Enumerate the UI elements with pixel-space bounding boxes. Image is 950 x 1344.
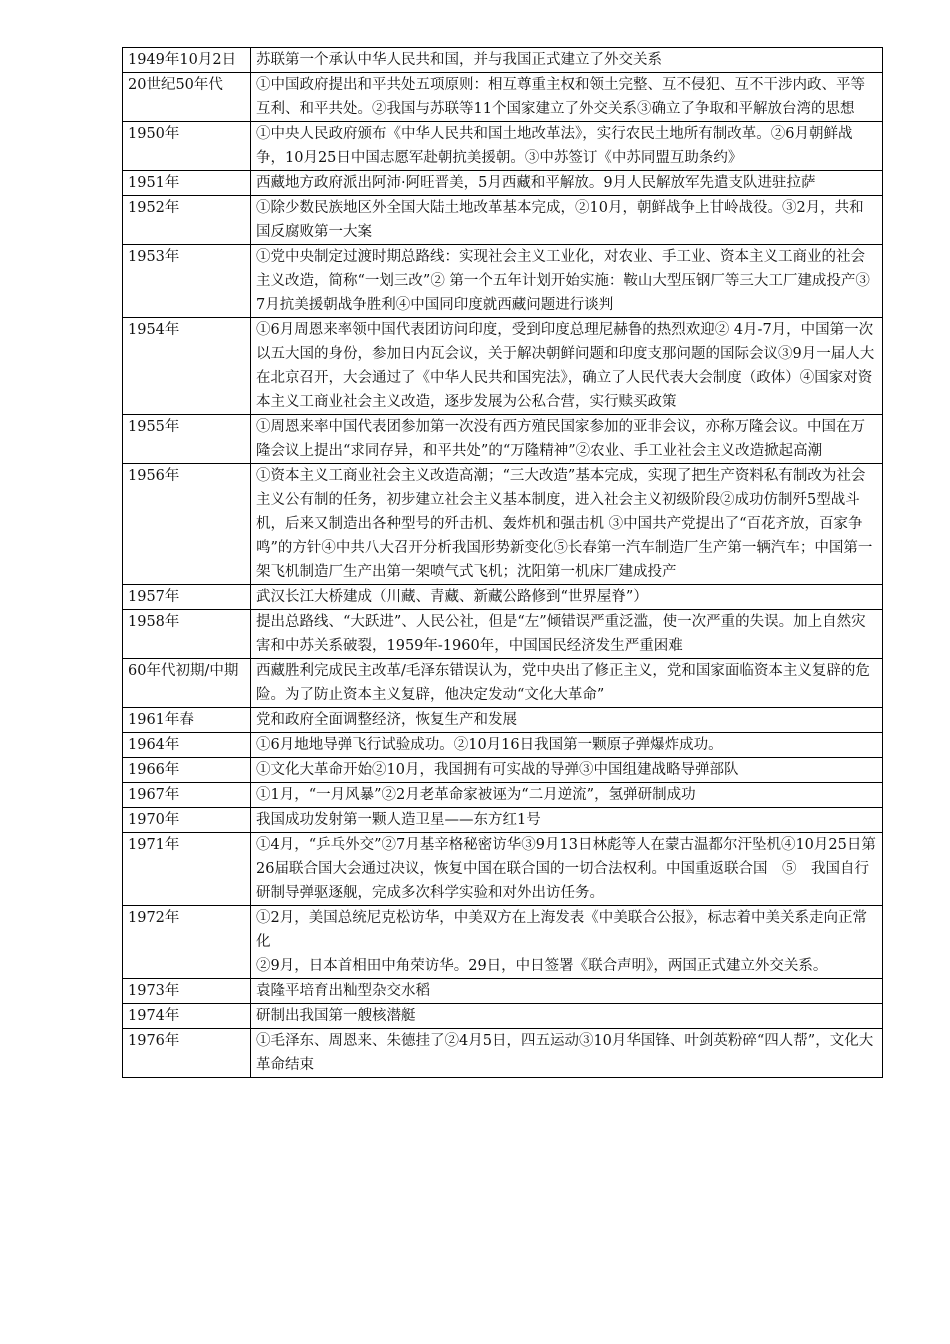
date-cell: 1952年: [123, 196, 251, 245]
timeline-table-body: [123, 48, 883, 1078]
event-cell: 武汉长江大桥建成（川藏、青藏、新藏公路修到“世界屋脊”）: [251, 585, 883, 610]
table-row: [123, 48, 883, 73]
date-cell: 1973年: [123, 979, 251, 1004]
table-row: [123, 318, 883, 415]
table-row: [123, 906, 883, 979]
table-row: [123, 979, 883, 1004]
table-row: [123, 122, 883, 171]
table-row: [123, 415, 883, 464]
date-cell: 1974年: [123, 1004, 251, 1029]
date-cell: 1955年: [123, 415, 251, 464]
event-cell: 党和政府全面调整经济，恢复生产和发展: [251, 708, 883, 733]
table-row: [123, 610, 883, 659]
event-cell: ①周恩来率中国代表团参加第一次没有西方殖民国家参加的亚非会议，亦称万隆会议。中国在万隆会议上提出“求同存异，和平共处”的“万隆精神”②农业、手工业社会主义改造掀起高潮: [251, 415, 883, 464]
event-cell: ①1月，“一月风暴”②2月老革命家被诬为“二月逆流”，氢弹研制成功: [251, 783, 883, 808]
table-row: [123, 585, 883, 610]
table-row: [123, 783, 883, 808]
table-row: [123, 708, 883, 733]
event-cell: ①党中央制定过渡时期总路线：实现社会主义工业化，对农业、手工业、资本主义工商业的社会主义改造，简称“一划三改”② 第一个五年计划开始实施：鞍山大型压钢厂等三大工厂建成投产③7月抗美援朝战争胜利④中国同印度就西藏问题进行谈判: [251, 245, 883, 318]
event-cell: ①中国政府提出和平共处五项原则：相互尊重主权和领土完整、互不侵犯、互不干涉内政、平等互利、和平共处。②我国与苏联等11个国家建立了外交关系③确立了争取和平解放台湾的思想: [251, 73, 883, 122]
table-row: [123, 758, 883, 783]
table-row: [123, 1029, 883, 1078]
event-cell: 苏联第一个承认中华人民共和国，并与我国正式建立了外交关系: [251, 48, 883, 73]
event-cell: ①6月地地导弹飞行试验成功。②10月16日我国第一颗原子弹爆炸成功。: [251, 733, 883, 758]
date-cell: 1964年: [123, 733, 251, 758]
event-cell: ①文化大革命开始②10月，我国拥有可实战的导弹③中国组建战略导弹部队: [251, 758, 883, 783]
date-cell: 20世纪50年代: [123, 73, 251, 122]
event-cell: 我国成功发射第一颗人造卫星——东方红1号: [251, 808, 883, 833]
timeline-document: [122, 47, 883, 1078]
date-cell: 1958年: [123, 610, 251, 659]
table-row: [123, 833, 883, 906]
event-cell: ①6月周恩来率领中国代表团访问印度，受到印度总理尼赫鲁的热烈欢迎② 4月-7月，中国第一次以五大国的身份，参加日内瓦会议，关于解决朝鲜问题和印度支那问题的国际会议③9月一届人大在北京召开，大会通过了《中华人民共和国宪法》，确立了人民代表大会制度（政体）④国家对资本主义工商业社会主义改造，逐步发展为公私合营，实行赎买政策: [251, 318, 883, 415]
table-row: [123, 245, 883, 318]
event-cell: ①4月，“乒乓外交”②7月基辛格秘密访华③9月13日林彪等人在蒙古温都尔汗坠机④10月25日第26届联合国大会通过决议，恢复中国在联合国的一切合法权利。中国重返联合国 ⑤ 我国自行研制导弹驱逐舰，完成多次科学实验和对外出访任务。: [251, 833, 883, 906]
date-cell: 1970年: [123, 808, 251, 833]
event-cell: ①毛泽东、周恩来、朱德挂了②4月5日，四五运动③10月华国锋、叶剑英粉碎“四人帮”，文化大革命结束: [251, 1029, 883, 1078]
date-cell: 1951年: [123, 171, 251, 196]
date-cell: 1957年: [123, 585, 251, 610]
date-cell: 60年代初期/中期: [123, 659, 251, 708]
table-row: [123, 464, 883, 585]
event-cell: 研制出我国第一艘核潜艇: [251, 1004, 883, 1029]
event-cell: 西藏胜利完成民主改革/毛泽东错误认为，党中央出了修正主义，党和国家面临资本主义复辟的危险。为了防止资本主义复辟，他决定发动“文化大革命”: [251, 659, 883, 708]
table-row: [123, 171, 883, 196]
event-cell: 西藏地方政府派出阿沛·阿旺晋美，5月西藏和平解放。9月人民解放军先遣支队进驻拉萨: [251, 171, 883, 196]
event-cell: 袁隆平培育出籼型杂交水稻: [251, 979, 883, 1004]
date-cell: 1949年10月2日: [123, 48, 251, 73]
date-cell: 1950年: [123, 122, 251, 171]
date-cell: 1971年: [123, 833, 251, 906]
table-row: [123, 196, 883, 245]
event-cell: ①资本主义工商业社会主义改造高潮；“三大改造”基本完成，实现了把生产资料私有制改为社会主义公有制的任务，初步建立社会主义基本制度，进入社会主义初级阶段②成功仿制歼5型战斗机，后来又制造出各种型号的歼击机、轰炸机和强击机 ③中国共产党提出了“百花齐放，百家争鸣”的方针④中共八大召开分析我国形势新变化⑤长春第一汽车制造厂生产第一辆汽车；中国第一架飞机制造厂生产出第一架喷气式飞机；沈阳第一机床厂建成投产: [251, 464, 883, 585]
date-cell: 1972年: [123, 906, 251, 979]
date-cell: 1967年: [123, 783, 251, 808]
date-cell: 1954年: [123, 318, 251, 415]
date-cell: 1956年: [123, 464, 251, 585]
table-row: [123, 733, 883, 758]
timeline-table: [122, 47, 883, 1078]
table-row: [123, 1004, 883, 1029]
date-cell: 1961年春: [123, 708, 251, 733]
table-row: [123, 808, 883, 833]
table-row: [123, 659, 883, 708]
event-cell: ①2月，美国总统尼克松访华，中美双方在上海发表《中美联合公报》，标志着中美关系走向正常化 ②9月，日本首相田中角荣访华。29日，中日签署《联合声明》，两国正式建立外交关系。: [251, 906, 883, 979]
date-cell: 1976年: [123, 1029, 251, 1078]
table-row: [123, 73, 883, 122]
date-cell: 1953年: [123, 245, 251, 318]
event-cell: ①中央人民政府颁布《中华人民共和国土地改革法》，实行农民土地所有制改革。②6月朝鲜战争，10月25日中国志愿军赴朝抗美援朝。③中苏签订《中苏同盟互助条约》: [251, 122, 883, 171]
event-cell: 提出总路线、“大跃进”、人民公社，但是“左”倾错误严重泛滥，使一次严重的失误。加上自然灾害和中苏关系破裂，1959年-1960年，中国国民经济发生严重困难: [251, 610, 883, 659]
date-cell: 1966年: [123, 758, 251, 783]
event-cell: ①除少数民族地区外全国大陆土地改革基本完成，②10月，朝鲜战争上甘岭战役。③2月，共和国反腐败第一大案: [251, 196, 883, 245]
